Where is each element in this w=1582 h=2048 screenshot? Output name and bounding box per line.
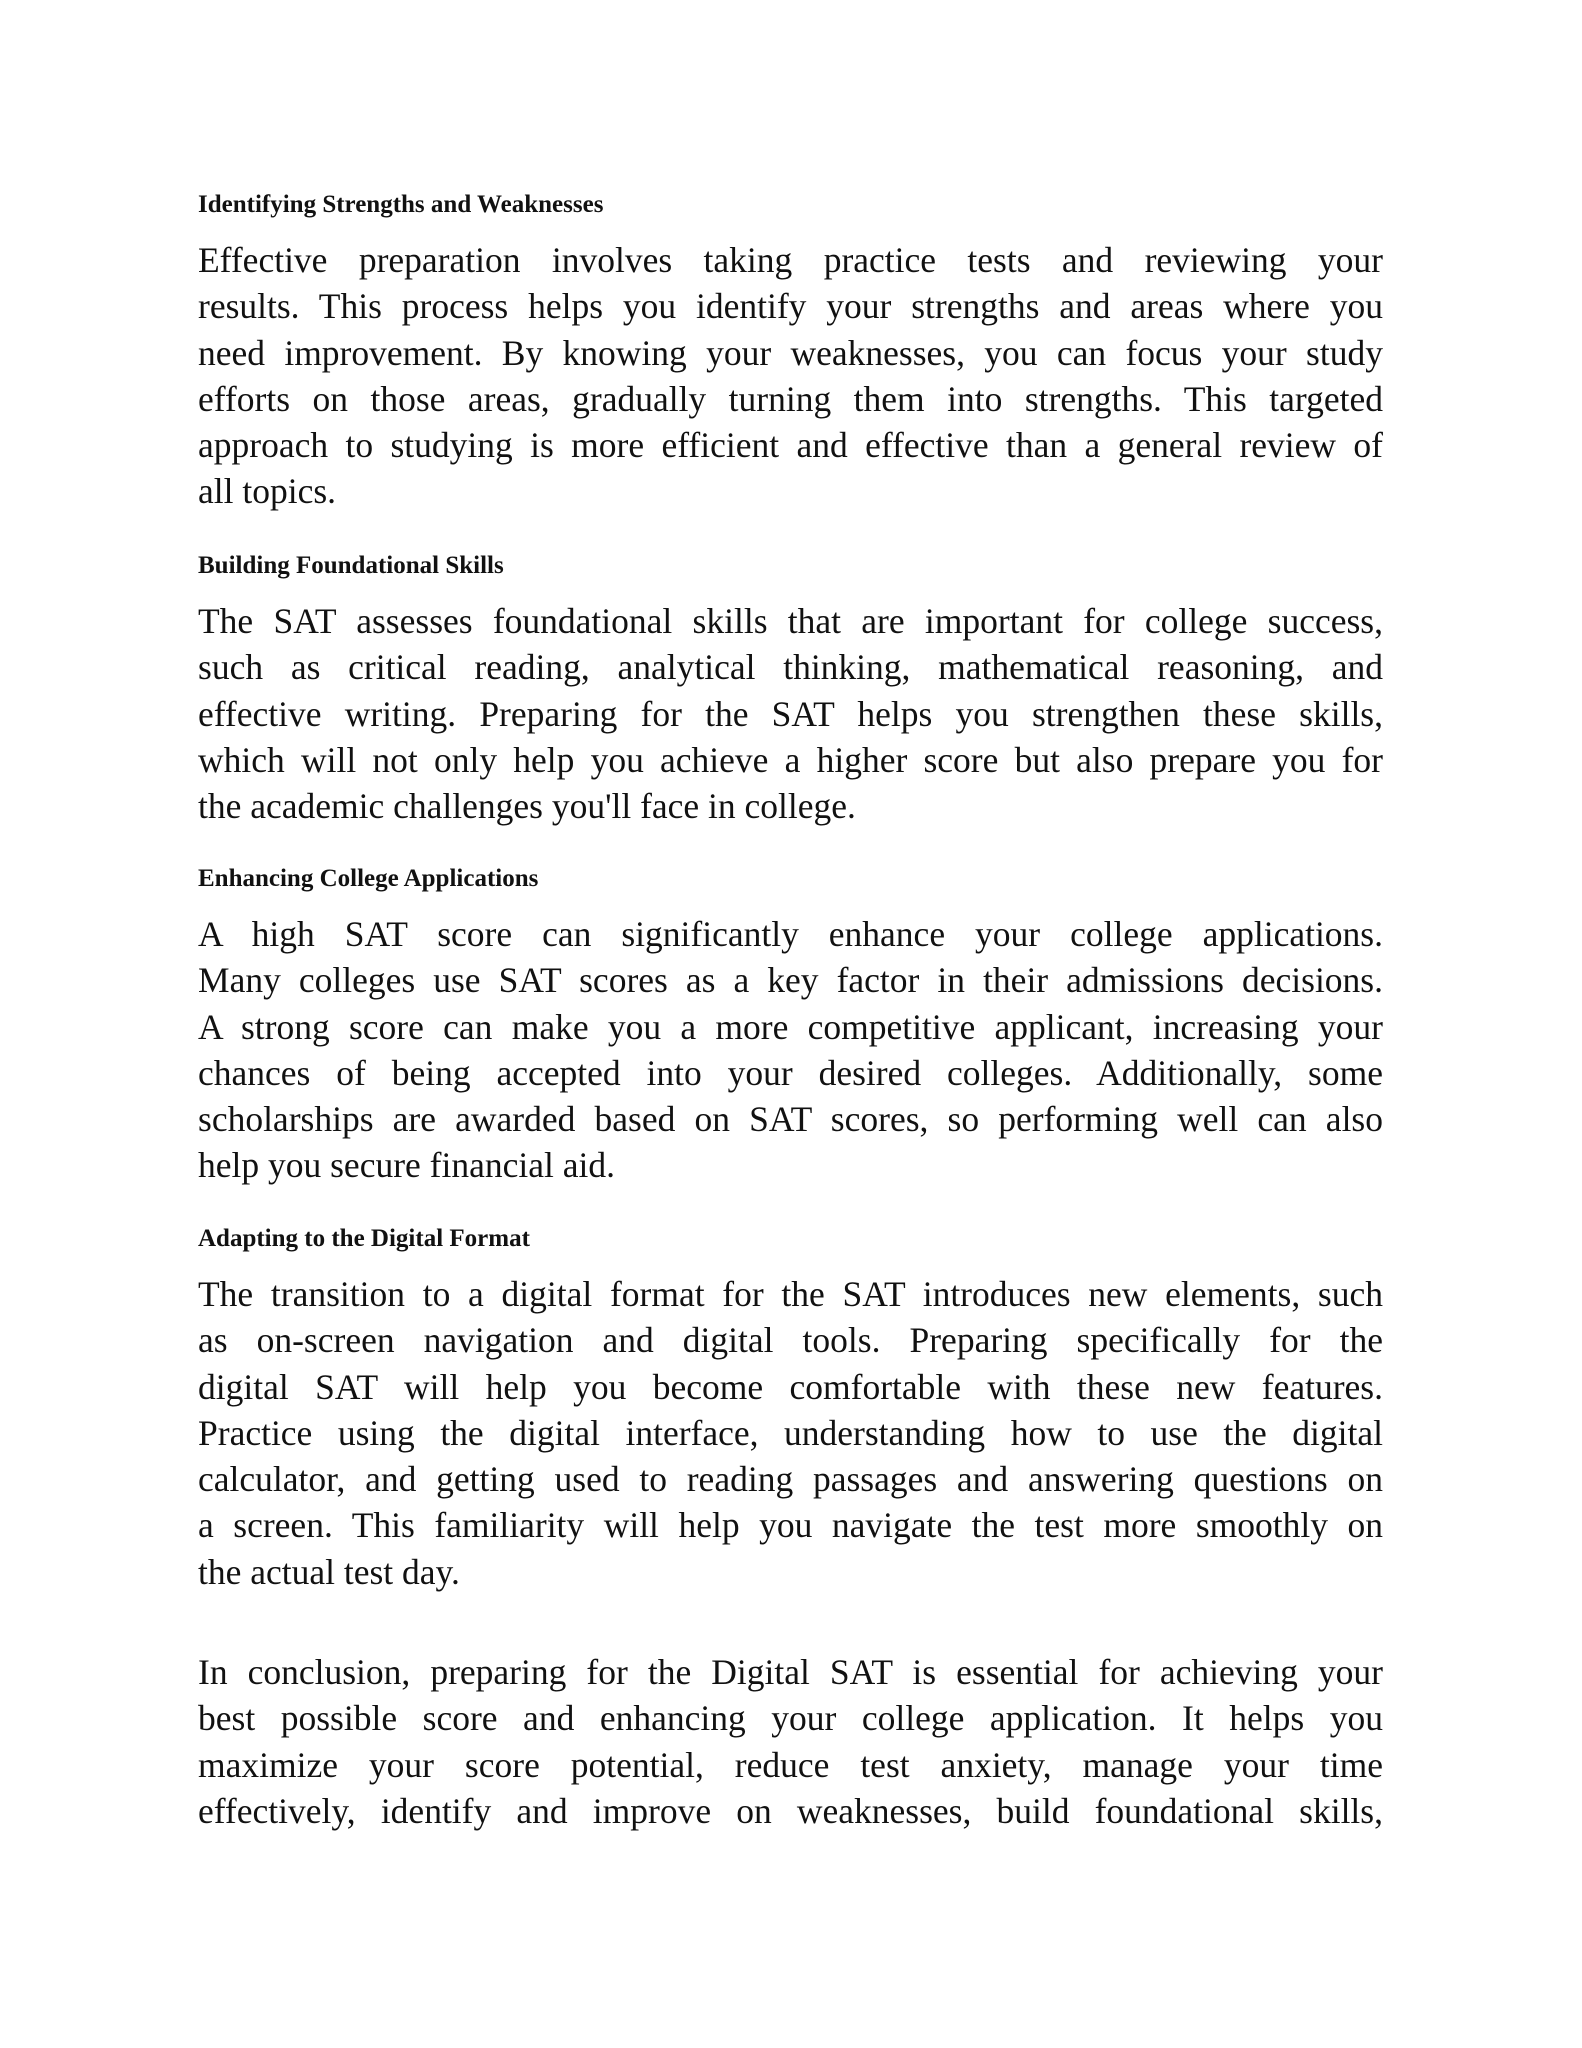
paragraph-line: In conclusion, preparing for the Digital SAT is essential for achieving your — [198, 1652, 1383, 1692]
paragraph-line: such as critical reading, analytical thinking, mathematical reasoning, and — [198, 647, 1383, 688]
paragraph-strengths-weaknesses — [198, 237, 1383, 515]
paragraph-line: help you secure financial aid. — [198, 1145, 615, 1186]
paragraph-line: digital SAT will help you become comfortable with these new features. — [198, 1366, 1383, 1407]
paragraph-line: approach to studying is more efficient and effective than a general review of — [198, 425, 1383, 466]
paragraph-line: best possible score and enhancing your college application. It helps you — [198, 1698, 1383, 1739]
paragraph-line: maximize your score potential, reduce test anxiety, manage your time — [198, 1744, 1383, 1785]
paragraph-line: Effective preparation involves taking practice tests and reviewing your — [198, 240, 1383, 280]
section-heading-strengths-weaknesses: Identifying Strengths and Weaknesses — [198, 191, 604, 218]
paragraph-line: The transition to a digital format for the SAT introduces new elements, such — [198, 1274, 1383, 1314]
paragraph-line: as on-screen navigation and digital tools. Preparing specifically for the — [198, 1320, 1383, 1361]
paragraph-line: the academic challenges you'll face in college. — [198, 786, 856, 827]
paragraph-digital-format — [198, 1271, 1383, 1595]
paragraph-line: Practice using the digital interface, understanding how to use the digital — [198, 1412, 1383, 1453]
paragraph-line: scholarships are awarded based on SAT scores, so performing well can also — [198, 1099, 1383, 1140]
section-heading-digital-format: Adapting to the Digital Format — [198, 1225, 530, 1252]
section-heading-foundational-skills: Building Foundational Skills — [198, 552, 504, 579]
paragraph-line: Many colleges use SAT scores as a key factor in their admissions decisions. — [198, 960, 1383, 1001]
paragraph-college-applications — [198, 911, 1383, 1189]
paragraph-line: the actual test day. — [198, 1551, 460, 1592]
paragraph-line: A strong score can make you a more competitive applicant, increasing your — [198, 1006, 1383, 1047]
paragraph-line: need improvement. By knowing your weaknesses, you can focus your study — [198, 332, 1383, 373]
paragraph-line: efforts on those areas, gradually turning them into strengths. This targeted — [198, 378, 1383, 419]
paragraph-line: all topics. — [198, 471, 337, 512]
paragraph-foundational-skills — [198, 598, 1383, 829]
paragraph-line: effective writing. Preparing for the SAT helps you strengthen these skills, — [198, 693, 1383, 734]
paragraph-conclusion — [198, 1649, 1383, 1834]
paragraph-line: chances of being accepted into your desired colleges. Additionally, some — [198, 1052, 1383, 1093]
paragraph-line: which will not only help you achieve a higher score but also prepare you for — [198, 739, 1383, 780]
paragraph-line: effectively, identify and improve on weaknesses, build foundational skills, — [198, 1790, 1383, 1831]
paragraph-line: a screen. This familiarity will help you navigate the test more smoothly on — [198, 1505, 1383, 1546]
paragraph-line: calculator, and getting used to reading passages and answering questions on — [198, 1459, 1383, 1500]
paragraph-line: results. This process helps you identify your strengths and areas where you — [198, 286, 1383, 327]
paragraph-line: A high SAT score can significantly enhance your college applications. — [198, 914, 1383, 954]
paragraph-line: The SAT assesses foundational skills that are important for college success, — [198, 601, 1383, 641]
section-heading-college-applications: Enhancing College Applications — [198, 865, 539, 892]
